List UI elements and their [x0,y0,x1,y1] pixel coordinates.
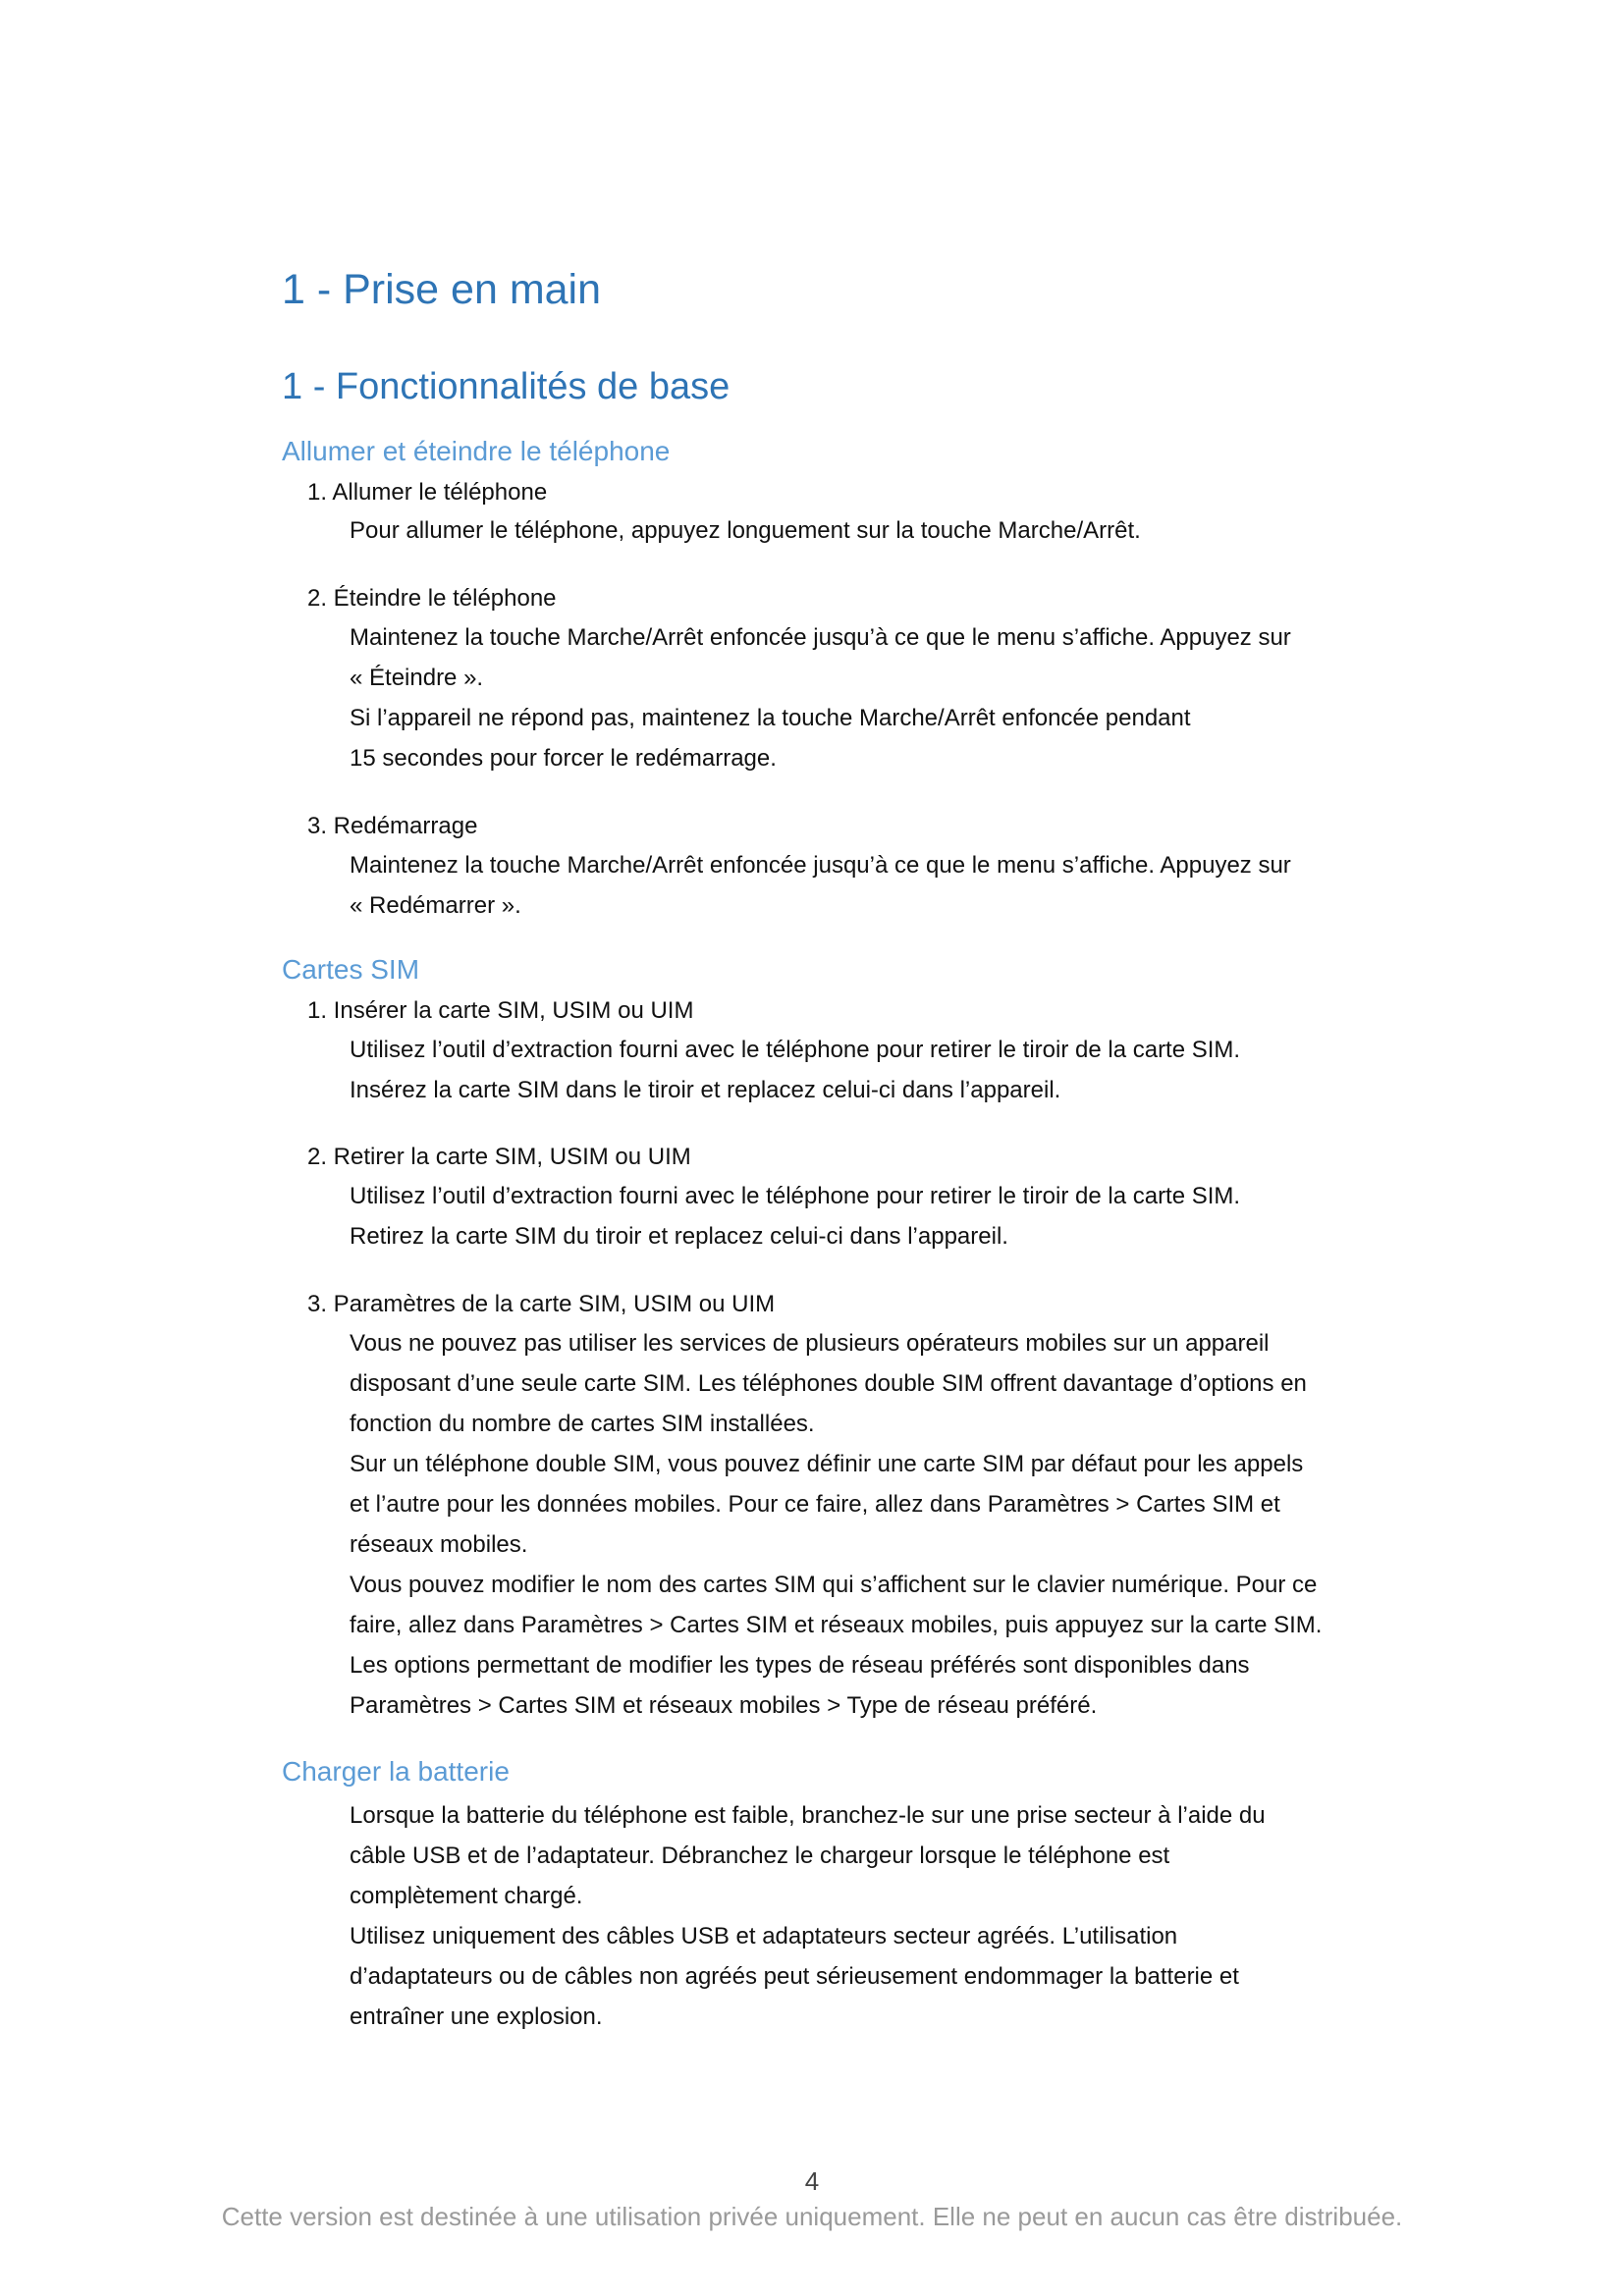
list-item-label: 1. Allumer le téléphone [307,479,548,506]
list-item-label: 3. Paramètres de la carte SIM, USIM ou UIM [307,1291,776,1317]
list-item-body: Maintenez la touche Marche/Arrêt enfoncée jusqu’à ce que le menu s’affiche. Appuyez sur « Éteindre ». Si l’appareil ne répond pas, maintenez la touche Marche/Arrêt enfoncée pendant 15 secondes pour forcer le redémarrage. [350,624,1291,772]
section-title: 1 - Fonctionnalités de base [282,366,731,407]
subsection-title-sim: Cartes SIM [282,954,420,985]
list-item-body: Maintenez la touche Marche/Arrêt enfoncée jusqu’à ce que le menu s’affiche. Appuyez sur « Redémarrer ». [350,852,1291,919]
list-item-body: Vous ne pouvez pas utiliser les services de plusieurs opérateurs mobiles sur un appareil disposant d’une seule carte SIM. Les téléphones double SIM offrent davantage d’options en fonction du nombre de cartes SIM installées. Sur un téléphone double SIM, vous pouvez définir une carte SIM par défaut pour les appels et l’autre pour les données mobiles. Pour ce faire, allez dans Paramètres > Cartes SIM et réseaux mobiles. Vous pouvez modifier le nom des cartes SIM qui s’affichent sur le clavier numérique. Pour ce faire, allez dans Paramètres > Cartes SIM et réseaux mobiles, puis appuyez sur la carte SIM. Les options permettant de modifier les types de réseau préférés sont disponibles dans Paramètres > Cartes SIM et réseaux mobiles > Type de réseau préféré. [350,1330,1323,1719]
list-item-label: 2. Retirer la carte SIM, USIM ou UIM [307,1144,691,1170]
list-item-body: Utilisez l’outil d’extraction fourni avec le téléphone pour retirer le tiroir de la carte SIM. Retirez la carte SIM du tiroir et replacez celui-ci dans l’appareil. [350,1183,1241,1250]
list-item-label: 3. Redémarrage [307,813,478,839]
list-item-label: 2. Éteindre le téléphone [307,585,557,612]
list-item-label: 1. Insérer la carte SIM, USIM ou UIM [307,997,694,1024]
subsection-title-battery: Charger la batterie [282,1756,510,1787]
chapter-title: 1 - Prise en main [282,266,602,313]
page-number: 4 [804,2166,820,2196]
list-item-body: Pour allumer le téléphone, appuyez longuement sur la touche Marche/Arrêt. [350,517,1141,544]
list-item-body: Utilisez l’outil d’extraction fourni avec le téléphone pour retirer le tiroir de la carte SIM. Insérez la carte SIM dans le tiroir et replacez celui-ci dans l’appareil. [350,1037,1241,1103]
subsection-title-power: Allumer et éteindre le téléphone [282,436,671,466]
footer-disclaimer: Cette version est destinée à une utilisation privée uniquement. Elle ne peut en aucun cas être distribuée. [221,2202,1403,2231]
battery-body: Lorsque la batterie du téléphone est faible, branchez-le sur une prise secteur à l’aide du câble USB et de l’adaptateur. Débranchez le chargeur lorsque le téléphone est complètement chargé. Utilisez uniquement des câbles USB et adaptateurs secteur agréés. L’utilisation d’adaptateurs ou de câbles non agréés peut sérieusement endommager la batterie et entraîner une explosion. [350,1802,1266,2030]
